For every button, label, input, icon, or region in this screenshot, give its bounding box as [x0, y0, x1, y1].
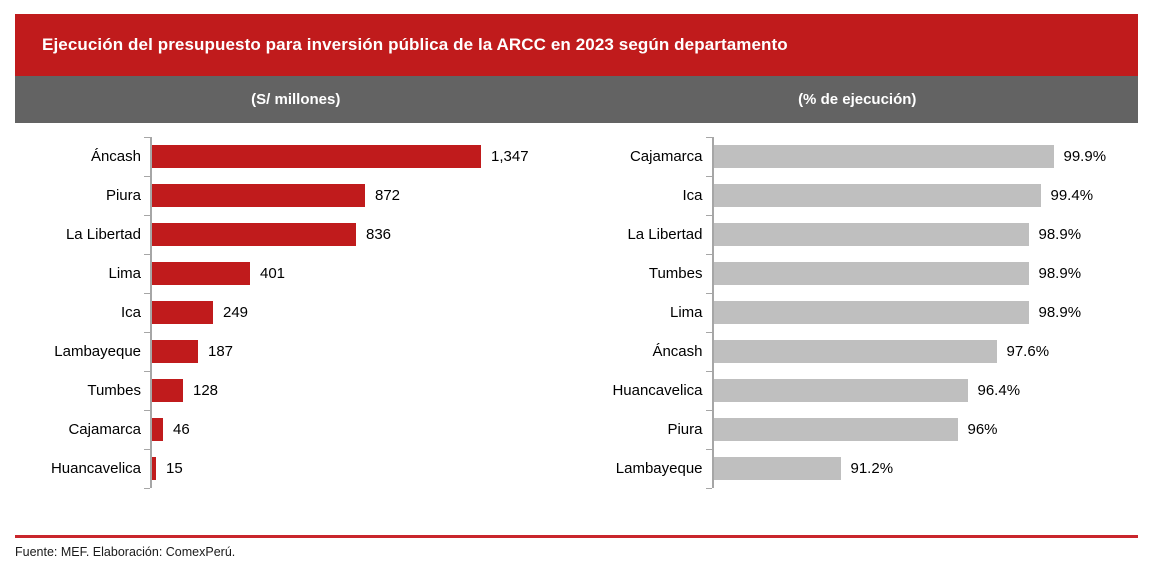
value-label: 872	[375, 187, 401, 204]
data-bar	[152, 301, 213, 324]
value-label: 15	[166, 460, 183, 477]
plot-cell	[712, 215, 1139, 254]
plot-cell	[712, 176, 1139, 215]
plot-cell	[150, 176, 577, 215]
plot-cell	[150, 293, 577, 332]
chart-row	[577, 254, 1139, 293]
data-bar	[714, 301, 1029, 324]
chart-row	[577, 410, 1139, 449]
value-label: 98.9%	[1038, 265, 1082, 282]
source-note: Fuente: MEF. Elaboración: ComexPerú.	[15, 545, 236, 559]
chart-row	[577, 215, 1139, 254]
value-label: 91.2%	[850, 460, 894, 477]
category-label: Huancavelica	[612, 382, 703, 399]
chart-row	[577, 449, 1139, 488]
subtitle-band	[15, 76, 1138, 123]
chart-row	[15, 293, 577, 332]
chart-row	[15, 137, 577, 176]
value-label: 128	[193, 382, 219, 399]
plot-cell	[712, 254, 1139, 293]
value-label: 98.9%	[1038, 226, 1082, 243]
title-banner	[15, 14, 1138, 76]
value-label: 96.4%	[977, 382, 1021, 399]
plot-cell	[712, 371, 1139, 410]
category-label: Lima	[108, 265, 141, 282]
data-bar	[714, 379, 968, 402]
chart-row	[15, 371, 577, 410]
data-bar	[152, 184, 365, 207]
plot-cell	[150, 254, 577, 293]
category-label: Lambayeque	[615, 460, 703, 477]
data-bar	[152, 379, 183, 402]
data-bar	[152, 457, 156, 480]
chart-row	[15, 176, 577, 215]
plot-cell	[712, 449, 1139, 488]
plot-cell	[150, 371, 577, 410]
plot-cell	[150, 332, 577, 371]
data-bar	[714, 184, 1041, 207]
data-bar	[714, 223, 1029, 246]
plot-cell	[712, 332, 1139, 371]
chart-row	[15, 254, 577, 293]
category-label: Huancavelica	[50, 460, 141, 477]
category-label: Cajamarca	[68, 421, 141, 438]
plot-cell	[712, 293, 1139, 332]
category-label: Ica	[682, 187, 703, 204]
value-label: 1,347	[491, 148, 529, 165]
chart-row	[15, 332, 577, 371]
data-bar	[714, 340, 997, 363]
value-label: 249	[223, 304, 249, 321]
footer-divider	[15, 535, 1138, 538]
chart-row	[577, 293, 1139, 332]
category-label: Cajamarca	[629, 148, 703, 165]
value-label: 99.4%	[1050, 187, 1094, 204]
chart-row	[577, 176, 1139, 215]
value-label: 98.9%	[1038, 304, 1082, 321]
millones-bar-chart	[15, 137, 577, 488]
chart-row	[577, 371, 1139, 410]
category-label: Tumbes	[648, 265, 703, 282]
category-label: Áncash	[90, 148, 141, 165]
value-label: 401	[260, 265, 286, 282]
page-title: Ejecución del presupuesto para inversión pública de la ARCC en 2023 según departamento	[42, 35, 788, 54]
data-bar	[714, 145, 1054, 168]
category-label: Lambayeque	[54, 343, 141, 360]
plot-cell	[712, 410, 1139, 449]
category-label: Ica	[120, 304, 141, 321]
value-label: 187	[208, 343, 234, 360]
value-label: 97.6%	[1006, 343, 1050, 360]
chart-row	[577, 332, 1139, 371]
plot-cell	[150, 215, 577, 254]
data-bar	[714, 418, 958, 441]
category-label: Áncash	[652, 343, 703, 360]
plot-cell	[712, 137, 1139, 176]
data-bar	[152, 340, 198, 363]
plot-cell	[150, 410, 577, 449]
page	[15, 14, 1138, 559]
data-bar	[152, 262, 250, 285]
category-label: La Libertad	[65, 226, 141, 243]
plot-cell	[150, 137, 577, 176]
category-label: Piura	[667, 421, 703, 438]
category-label: Piura	[105, 187, 141, 204]
value-label: 96%	[967, 421, 998, 438]
chart-row	[15, 449, 577, 488]
category-label: La Libertad	[627, 226, 703, 243]
data-bar	[714, 262, 1029, 285]
left-chart-subtitle: (S/ millones)	[251, 91, 341, 108]
value-label: 99.9%	[1063, 148, 1107, 165]
plot-cell	[150, 449, 577, 488]
chart-row	[15, 410, 577, 449]
ejecucion-bar-chart	[577, 137, 1139, 488]
data-bar	[714, 457, 841, 480]
category-label: Tumbes	[87, 382, 141, 399]
value-label: 46	[173, 421, 190, 438]
data-bar	[152, 145, 481, 168]
right-chart-subtitle: (% de ejecución)	[798, 91, 917, 108]
data-bar	[152, 223, 356, 246]
chart-row	[15, 215, 577, 254]
value-label: 836	[366, 226, 392, 243]
data-bar	[152, 418, 163, 441]
chart-row	[577, 137, 1139, 176]
charts-area	[15, 137, 1138, 488]
category-label: Lima	[669, 304, 703, 321]
